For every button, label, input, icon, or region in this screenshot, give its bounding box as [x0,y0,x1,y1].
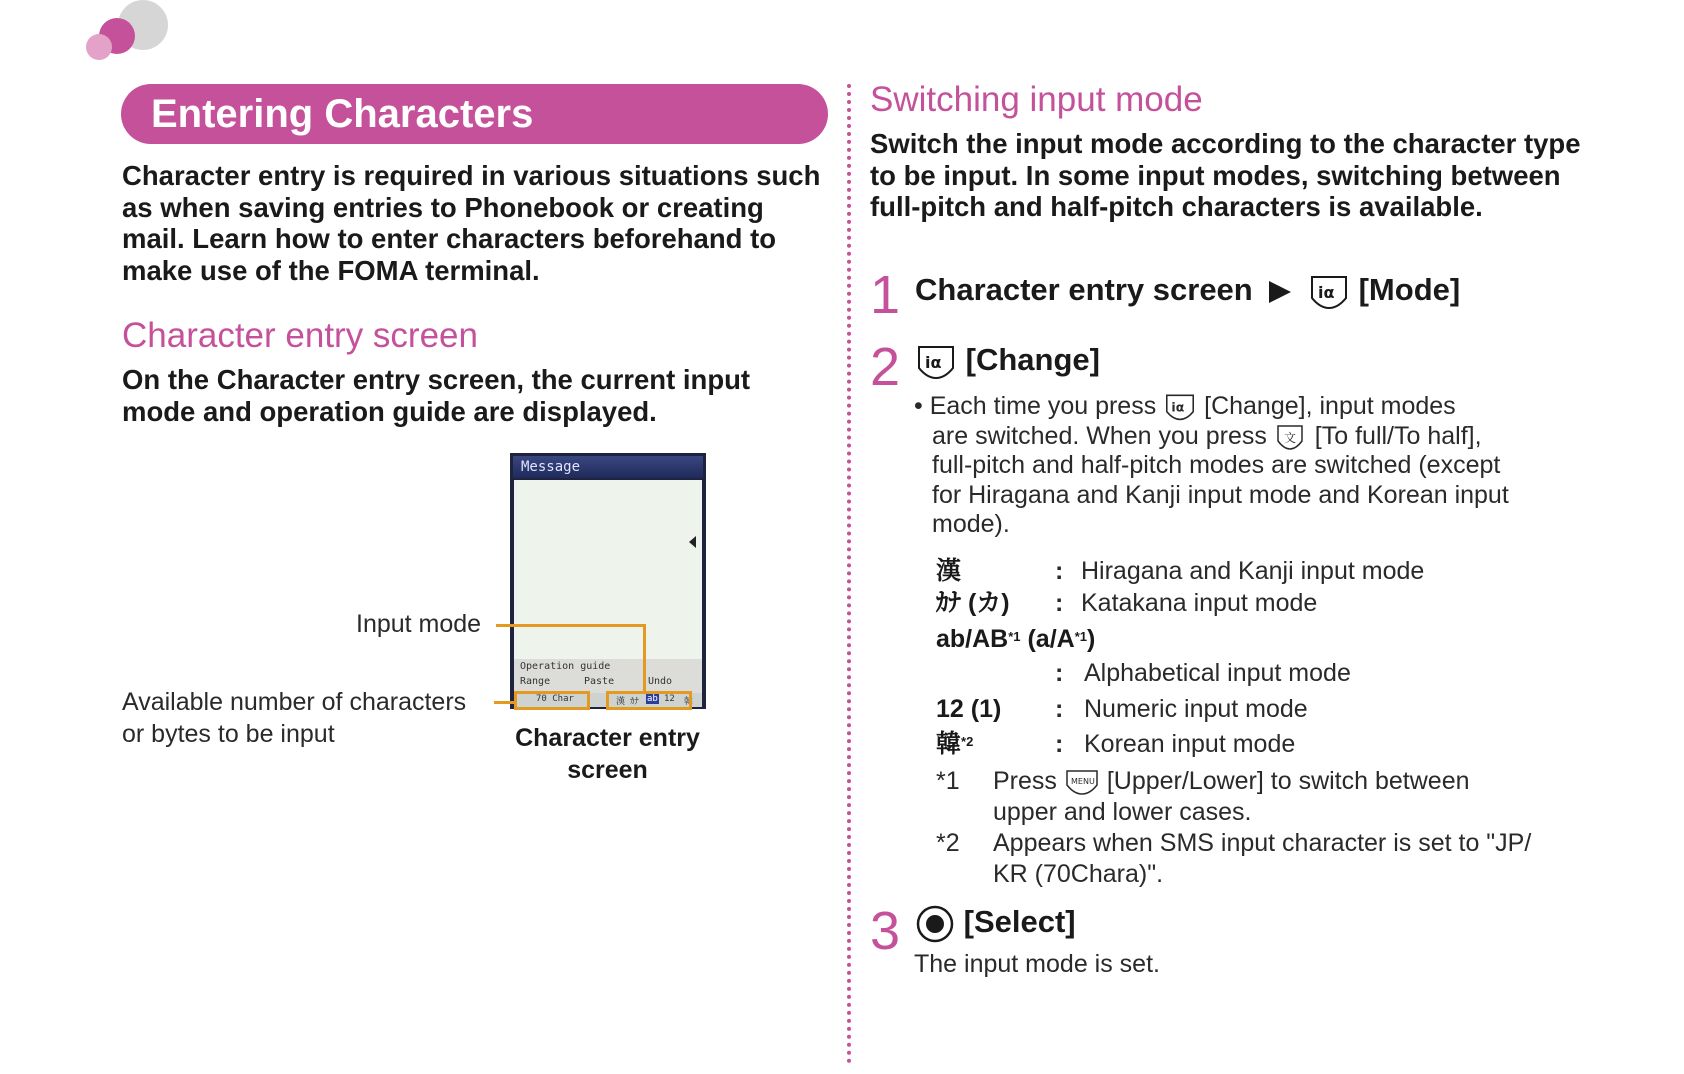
mode-desc: Katakana input mode [1081,589,1318,617]
i-mode-key-icon [1163,393,1197,421]
right-intro: Switch the input mode according to the character type to be input. In some input modes, switching between full-pitch and half-pitch characters is available. [870,128,1581,222]
desc-l3: full-pitch and half-pitch modes are switched (except [932,451,1501,479]
mode-row-kanji [936,556,961,586]
svg-text:MENU: MENU [1070,777,1095,787]
step1-number: 1 [870,265,901,325]
mode-label: 韓 [936,730,962,758]
center-button-icon [915,904,955,944]
screen-body [514,480,702,680]
note1-c: upper and lower cases. [993,798,1252,826]
mode-label: ab/AB [936,625,1009,653]
callout-line-input-mode-h [496,624,646,627]
step3-description: The input mode is set. [914,950,1160,978]
note1 [993,766,1470,796]
mode-colon: : [1055,659,1064,687]
mode-colon: : [1055,557,1064,585]
screen-title: Message [513,456,703,478]
step2-key-label: [Change] [965,342,1100,377]
mode-row-korean [936,729,973,759]
mode-label-mid: (a/A [1020,625,1075,653]
desc-l5: mode). [932,510,1010,538]
desc-l4: for Hiragana and Kanji input mode and Korean input [932,480,1509,509]
guide-title: Operation guide [520,661,611,672]
half-full-key-icon [1274,423,1308,451]
desc-l2b: [To full/To half], [1314,421,1482,450]
guide-item-undo: Undo [648,676,673,687]
mode-icon-alpha: ab [647,694,658,704]
mode-sup: *1 [1008,629,1021,644]
i-mode-key-icon [915,344,957,380]
note1-a: Press [993,767,1057,795]
svg-text:iα: iα [1317,282,1335,302]
mode-desc: Korean input mode [1084,730,1296,758]
cursor-arrow-icon [689,536,696,548]
menu-key-icon [1064,768,1100,796]
character-entry-screen-figure [510,453,706,709]
mode-label: 12 (1) [936,695,1002,723]
right-triangle-icon [1267,279,1293,305]
mode-desc: Numeric input mode [1084,695,1308,723]
step3-key-label: [Select] [963,904,1076,940]
note2-a: Appears when SMS input character is set to "JP/ [993,829,1532,857]
mode-label-end: ) [1087,625,1096,653]
mode-sup: *1 [1074,629,1088,644]
step2-description [914,392,1574,540]
operation-guide [514,659,702,693]
mode-desc: Hiragana and Kanji input mode [1081,557,1425,585]
step3-text [915,904,1076,944]
figure-caption-line2: screen [567,756,648,784]
section-heading: Character entry screen [122,316,478,355]
mode-icon-kanji: 漢 [616,697,626,707]
mode-row-katakana [936,588,1010,618]
decor-circle-pink [86,34,112,60]
bullet: • [914,392,923,420]
guide-item-paste: Paste [584,676,615,687]
i-mode-key-icon [1308,274,1350,310]
mode-row-numeric [936,694,1001,724]
mode-label: 漢 [936,557,962,585]
intro-paragraph: Character entry is required in various situations such as when saving entries to Phonebook or creating mail. Learn how to enter characters beforehand to make use of the FOMA terminal. [122,160,821,286]
note1-b: [Upper/Lower] to switch between [1106,767,1470,795]
mode-icon-korean: 韓 [684,697,694,707]
guide-item-range: Range [520,676,551,687]
mode-label: ｶﾅ (カ) [936,589,1010,617]
section-description: On the Character entry screen, the current input mode and operation guide are displayed. [122,364,751,427]
desc-l1a: Each time you press [929,392,1157,420]
right-heading: Switching input mode [870,80,1203,119]
mode-row-alpha [936,624,1095,654]
mode-sup: *2 [961,734,974,749]
page-title: Entering Characters [121,84,828,144]
char-count: 70 Char [536,694,574,704]
mode-colon: : [1055,695,1064,723]
step2-text [915,342,1100,380]
step1-text [915,272,1460,310]
mode-colon: : [1055,730,1064,758]
callout-line-available [494,701,515,704]
note1-mark: *1 [936,767,960,795]
step3-number: 3 [870,901,901,961]
mode-icon-kana: ｶﾅ [630,697,640,707]
desc-l2a: are switched. When you press [932,421,1267,450]
note2-b: KR (70Chara)". [993,860,1164,888]
mode-desc: Alphabetical input mode [1084,659,1351,687]
desc-l1b: [Change], input modes [1204,392,1456,420]
step1-key-label: [Mode] [1358,272,1461,307]
note2-mark: *2 [936,829,960,857]
column-divider [847,84,851,1064]
callout-input-mode: Input mode [356,610,482,638]
mode-icon-numeric: 12 [664,694,675,704]
step2-number: 2 [870,337,901,397]
svg-text:iα: iα [1171,400,1185,416]
char-count-highlight [514,691,590,710]
callout-available-line2: or bytes to be input [122,720,335,748]
figure-caption-line1: Character entry [515,724,700,752]
callout-line-input-mode-v [643,624,646,692]
svg-text:iα: iα [925,352,942,372]
svg-text:文: 文 [1283,430,1296,445]
input-mode-highlight [606,691,692,710]
mode-colon: : [1055,589,1064,617]
step1-label: Character entry screen [915,272,1253,307]
callout-available-line1: Available number of characters [122,688,467,716]
